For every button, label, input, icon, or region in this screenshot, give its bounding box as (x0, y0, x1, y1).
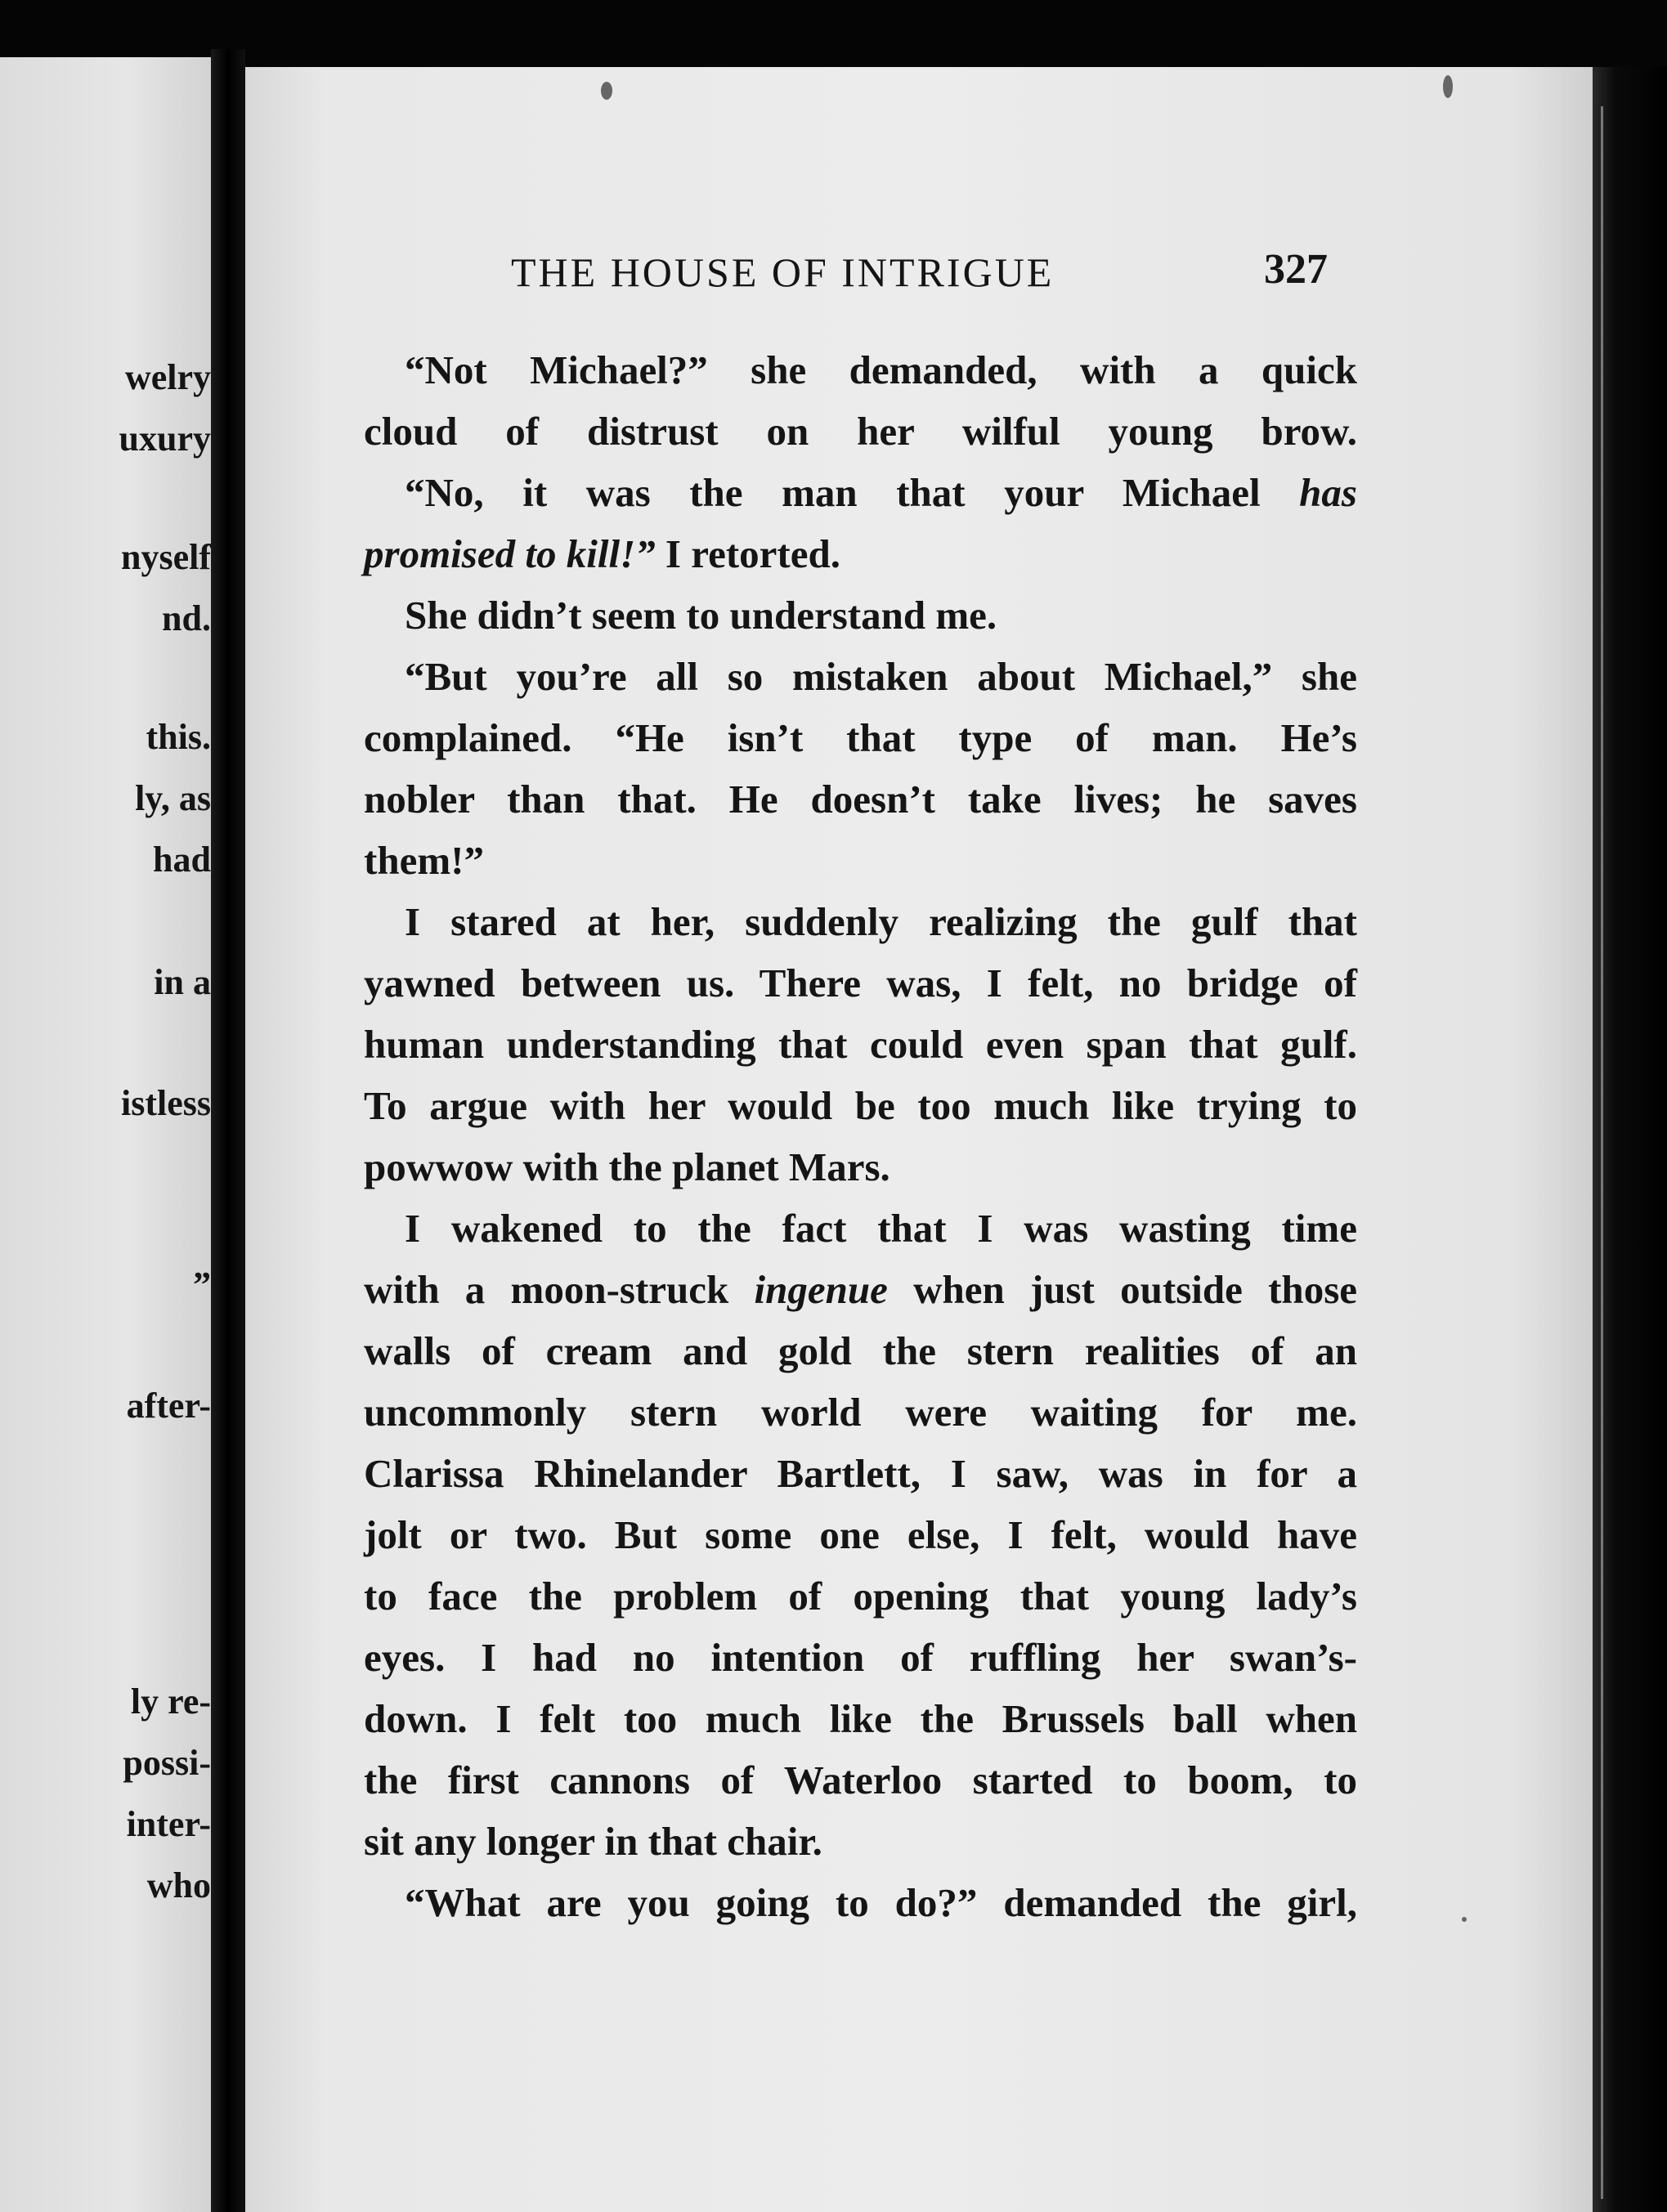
running-head: THE HOUSE OF INTRIGUE (511, 249, 1055, 295)
text-line: jolt or two. But some one else, I felt, would have (364, 1512, 1357, 1557)
text-line: them!” (364, 838, 484, 883)
previous-page (0, 57, 211, 2212)
previous-page-line: after- (126, 1386, 211, 1426)
text-line: nobler than that. He doesn’t take lives; he saves (364, 777, 1357, 822)
previous-page-line: welry (124, 357, 211, 397)
text-line: “But you’re all so mistaken about Michael,” she (405, 654, 1357, 699)
text-line: “Not Michael?” she demanded, with a quick (405, 347, 1357, 392)
page-edge-shadow (1593, 67, 1667, 2212)
text-line: walls of cream and gold the stern realities of an (364, 1328, 1357, 1373)
text-line: yawned between us. There was, I felt, no bridge of (364, 960, 1357, 1005)
text-line: “What are you going to do?” demanded the girl, (405, 1880, 1357, 1925)
page-number: 327 (1264, 246, 1328, 293)
page-speck (1443, 75, 1453, 98)
text-line: cloud of distrust on her wilful young brow. (364, 409, 1357, 454)
italic-text: has (1299, 470, 1357, 515)
page-speck (601, 82, 612, 100)
italic-text: ingenue (754, 1267, 888, 1312)
previous-page-line: nyself (121, 537, 211, 577)
previous-page-line: possi- (123, 1743, 211, 1783)
text-line: sit any longer in that chair. (364, 1819, 822, 1864)
text-line: down. I felt too much like the Brussels ball when (364, 1696, 1357, 1741)
text-line: the first cannons of Waterloo started to boom, to (364, 1758, 1357, 1802)
text-line: powwow with the planet Mars. (364, 1144, 890, 1189)
text-line: “No, it was the man that your Michael has (405, 470, 1357, 515)
text-line: She didn’t seem to understand me. (405, 593, 997, 638)
italic-text: promised to kill!” (364, 531, 656, 576)
previous-page-line: in a (154, 962, 211, 1002)
previous-page-line: inter- (126, 1804, 211, 1844)
previous-page-line: who (146, 1865, 211, 1905)
previous-page-line: ly re- (130, 1681, 211, 1722)
previous-page-line: had (153, 840, 211, 880)
text-line: Clarissa Rhinelander Bartlett, I saw, was in for a (364, 1451, 1357, 1496)
text-line: To argue with her would be too much like trying to (364, 1083, 1357, 1128)
previous-page-line: ” (193, 1265, 211, 1305)
text-line: with a moon-struck ingenue when just outside those (364, 1267, 1358, 1312)
text-line: eyes. I had no intention of ruffling her swan’s- (364, 1635, 1357, 1680)
previous-page-line: istless (121, 1083, 211, 1123)
text-line: to face the problem of opening that young lady’s (364, 1574, 1357, 1619)
previous-page-line: this. (146, 717, 211, 757)
previous-page-line: ly, as (135, 778, 211, 818)
text-line: human understanding that could even span that gulf. (364, 1022, 1357, 1067)
page-speck (1462, 1917, 1467, 1922)
previous-page-line: nd. (162, 598, 211, 638)
text-line: uncommonly stern world were waiting for me. (364, 1390, 1357, 1435)
text-line: complained. “He isn’t that type of man. He’s (364, 715, 1357, 760)
text-line: I wakened to the fact that I was wasting time (405, 1206, 1357, 1251)
text-line: I stared at her, suddenly realizing the gulf that (405, 899, 1357, 944)
page-edge-line (1601, 106, 1603, 2199)
previous-page-line: uxury (119, 419, 211, 459)
text-line: promised to kill!” I retorted. (364, 531, 840, 576)
book-gutter (211, 49, 245, 2212)
